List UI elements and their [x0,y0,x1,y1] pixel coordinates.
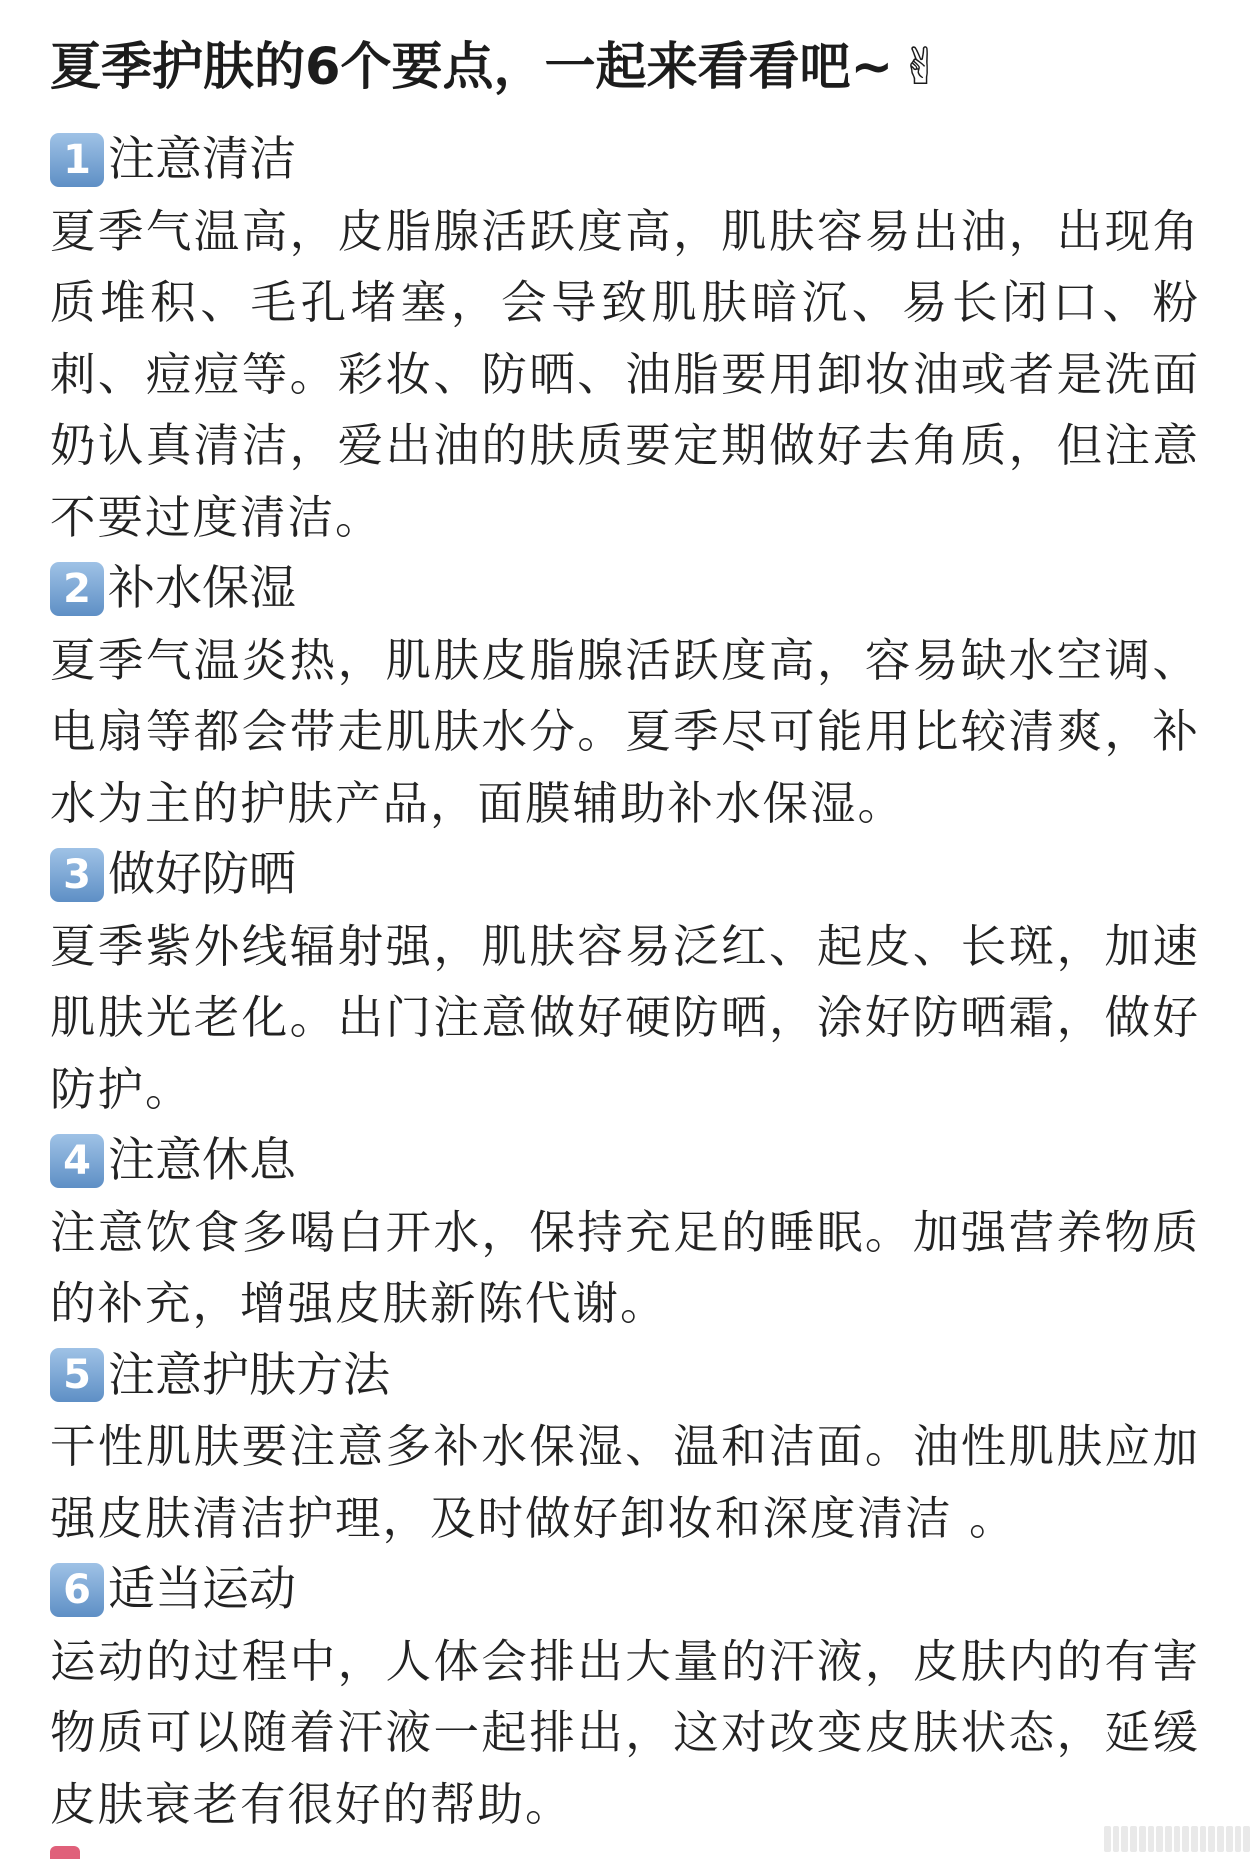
section-title: 注意休息 [108,1133,296,1188]
section-body: 干性肌肤要注意多补水保湿、温和洁面。油性肌肤应加强皮肤清洁护理，及时做好卸妆和深度清洁 。 [50,1420,1200,1545]
section-body: 注意饮食多喝白开水，保持充足的睡眠。加强营养物质的补充，增强皮肤新陈代谢。 [50,1205,1200,1330]
section-2 [50,553,1200,839]
section-body: 夏季气温高，皮脂腺活跃度高，肌肤容易出油，出现角质堆积、毛孔堵塞，会导致肌肤暗沉、易长闭口、粉刺、痘痘等。彩妆、防晒、油脂要用卸妆油或者是洗面奶认真清洁，爱出油的肤质要定期做好去角质，但注意不要过度清洁。 [50,204,1200,544]
section-5 [50,1340,1200,1555]
number-1-icon: 1 [50,133,104,187]
cut-off-next-line [50,1842,1200,1859]
section-body: 夏季气温炎热，肌肤皮脂腺活跃度高，容易缺水空调、电扇等都会带走肌肤水分。夏季尽可能用比较清爽，补水为主的护肤产品，面膜辅助补水保湿。 [50,633,1200,830]
heart-icon [50,1846,80,1859]
number-6-icon: 6 [50,1563,104,1617]
post-title [50,36,1210,100]
watermark [1104,1826,1250,1856]
section-heading [50,1340,1200,1412]
section-title: 注意清洁 [108,132,296,187]
section-heading [50,124,1200,196]
section-title: 适当运动 [108,1562,296,1617]
number-4-icon: 4 [50,1134,104,1188]
section-title: 注意护肤方法 [108,1347,390,1403]
section-1 [50,124,1200,553]
number-5-icon: 5 [50,1348,104,1402]
section-body: 夏季紫外线辐射强，肌肤容易泛红、起皮、长斑，加速肌肤光老化。出门注意做好硬防晒，涂好防晒霜，做好防护。 [50,919,1200,1116]
section-title: 做好防晒 [108,847,296,902]
victory-hand-icon: ✌ [899,38,942,97]
section-6 [50,1554,1200,1840]
section-body: 运动的过程中，人体会排出大量的汗液，皮肤内的有害物质可以随着汗液一起排出，这对改变皮肤状态，延缓皮肤衰老有很好的帮助。 [50,1634,1200,1831]
section-heading [50,1554,1200,1626]
post-title-text: 夏季护肤的6个要点，一起来看看吧~ [50,38,894,97]
section-heading [50,1125,1200,1197]
section-4 [50,1125,1200,1340]
section-3 [50,839,1200,1125]
number-3-icon: 3 [50,848,104,902]
number-2-icon: 2 [50,562,104,616]
post-content [50,124,1200,1840]
section-heading [50,839,1200,911]
section-title: 补水保湿 [108,561,296,616]
section-heading [50,553,1200,625]
